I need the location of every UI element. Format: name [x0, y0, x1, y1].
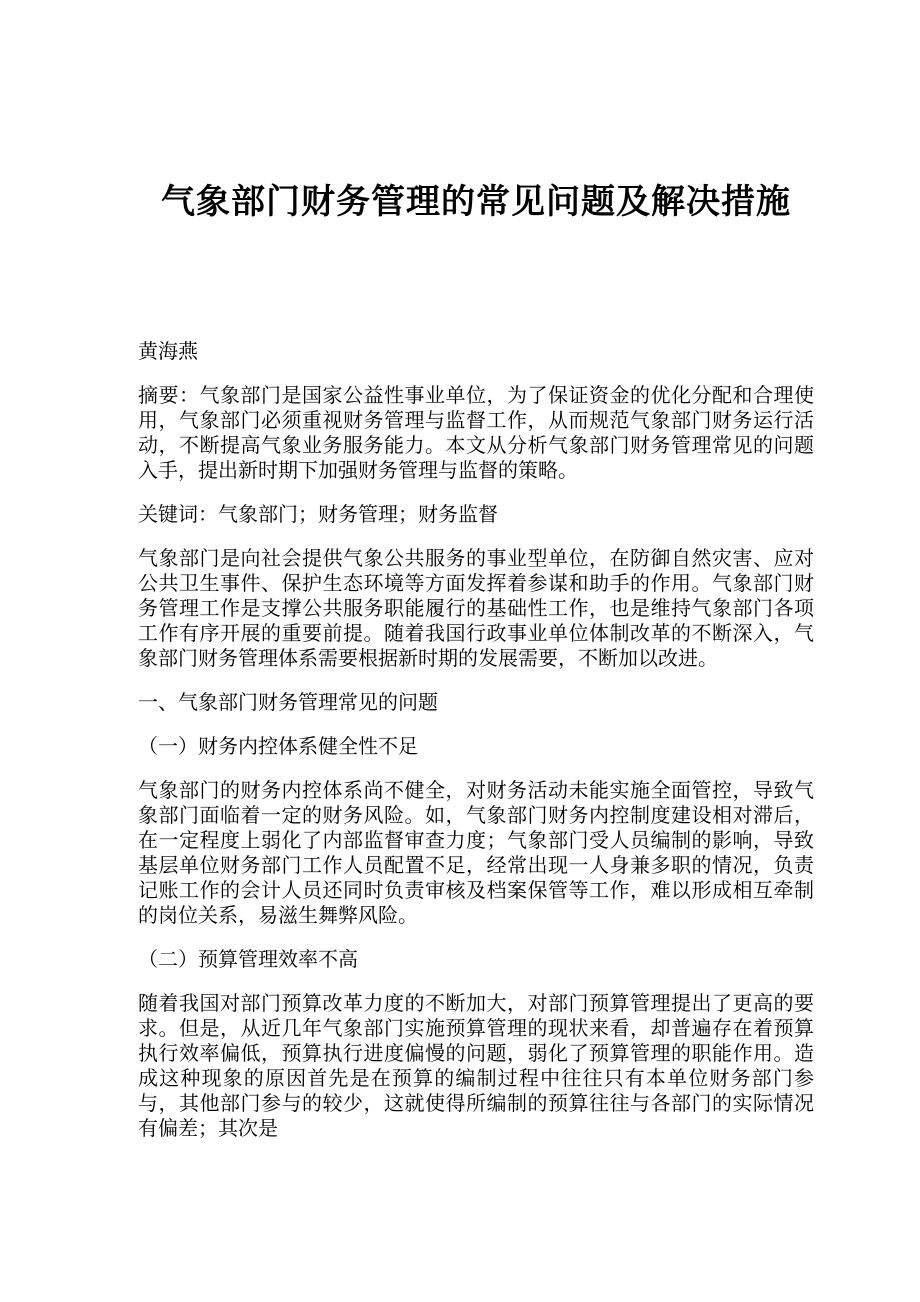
intro-paragraph: 气象部门是向社会提供气象公共服务的事业型单位，在防御自然灾害、应对公共卫生事件、保护生态环境等方面发挥着参谋和助手的作用。气象部门财务管理工作是支撑公共服务职能履行的基础性工作，也是维持气象部门各项工作有序开展的重要前提。随着我国行政事业单位体制改革的不断深入，气象部门财务管理体系需要根据新时期的发展需要，不断加以改进。	[138, 548, 814, 670]
abstract-paragraph: 摘要：气象部门是国家公益性事业单位，为了保证资金的优化分配和合理使用，气象部门必须重视财务管理与监督工作，从而规范气象部门财务运行活动，不断提高气象业务服务能力。本文从分析气象部门财务管理常见的问题入手，提出新时期下加强财务管理与监督的策略。	[138, 385, 814, 482]
subsection-1-1-heading: （一）财务内控体系健全性不足	[138, 736, 418, 758]
section-1-heading: 一、气象部门财务管理常见的问题	[138, 692, 438, 714]
subsection-1-2-heading: （二）预算管理效率不高	[138, 949, 358, 971]
subsection-1-2-body: 随着我国对部门预算改革力度的不断加大，对部门预算管理提出了更高的要求。但是，从近几年气象部门实施预算管理的现状来看，却普遍存在着预算执行效率偏低，预算执行进度偏慢的问题，弱化了预算管理的职能作用。造成这种现象的原因首先是在预算的编制过程中往往只有本单位财务部门参与，其他部门参与的较少，这就使得所编制的预算往往与各部门的实际情况有偏差；其次是	[138, 993, 814, 1140]
keywords-line: 关键词：气象部门；财务管理；财务监督	[138, 504, 498, 526]
document-title: 气象部门财务管理的常见问题及解决措施	[161, 184, 791, 221]
subsection-1-1-body: 气象部门的财务内控体系尚不健全，对财务活动未能实施全面管控，导致气象部门面临着一定的财务风险。如，气象部门财务内控制度建设相对滞后，在一定程度上弱化了内部监督审查力度；气象部门受人员编制的影响，导致基层单位财务部门工作人员配置不足，经常出现一人身兼多职的情况，负责记账工作的会计人员还同时负责审核及档案保管等工作，难以形成相互牵制的岗位关系，易滋生舞弊风险。	[138, 780, 814, 927]
author-name: 黄海燕	[138, 341, 198, 363]
